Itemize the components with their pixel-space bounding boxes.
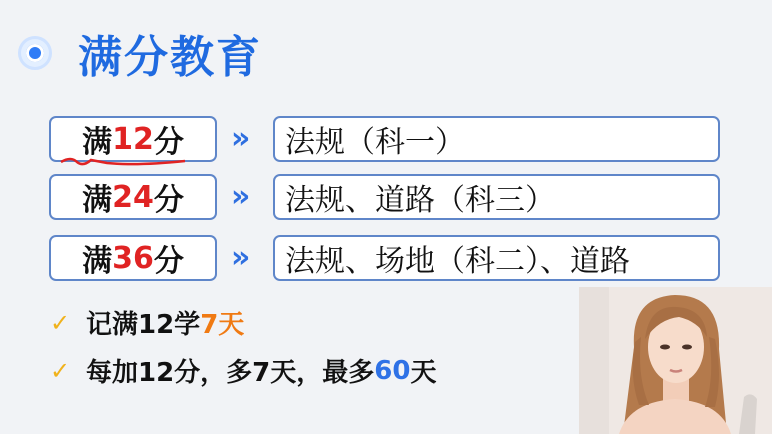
rule-row-24 [49, 174, 721, 220]
presenter-figure [579, 287, 772, 434]
subjects-box-12: 法规（科一） [273, 116, 720, 162]
subjects-box-24: 法规、道路（科三） [273, 174, 720, 220]
points-box-36 [49, 235, 217, 281]
rule-row-36 [49, 235, 721, 281]
target-bullet-icon [18, 36, 52, 70]
points-suffix: 分 [153, 125, 184, 160]
presenter-video [579, 287, 772, 434]
points-prefix: 满 [82, 125, 113, 160]
points-box-12 [49, 116, 217, 162]
double-chevron-icon: » [231, 240, 245, 275]
check-icon: ✓ [50, 308, 71, 337]
points-prefix: 满 [82, 183, 113, 218]
points-suffix: 分 [153, 183, 184, 218]
note-text: 每加12分，多7天，最多 [86, 358, 375, 388]
note-highlight: 60 [374, 355, 411, 386]
note-highlight: 7天 [200, 310, 245, 340]
double-chevron-icon: » [231, 121, 245, 156]
double-chevron-icon: » [231, 179, 245, 214]
rule-row-12 [49, 116, 721, 162]
title-row [18, 18, 262, 88]
points-suffix: 分 [153, 244, 184, 279]
note-item [50, 304, 244, 341]
points-box-24 [49, 174, 217, 220]
note-text: 记满12学 [86, 310, 201, 340]
red-underline-annotation [57, 154, 187, 168]
note-item [50, 352, 436, 389]
check-icon: ✓ [50, 356, 71, 385]
points-number: 12 [112, 121, 154, 157]
subjects-box-36: 法规、场地（科二）、道路 [273, 235, 720, 281]
points-number: 36 [112, 240, 154, 276]
points-number: 24 [112, 179, 154, 215]
note-rest: 天 [410, 358, 437, 388]
page-title: 满分教育 [78, 32, 262, 83]
points-prefix: 满 [82, 244, 113, 279]
